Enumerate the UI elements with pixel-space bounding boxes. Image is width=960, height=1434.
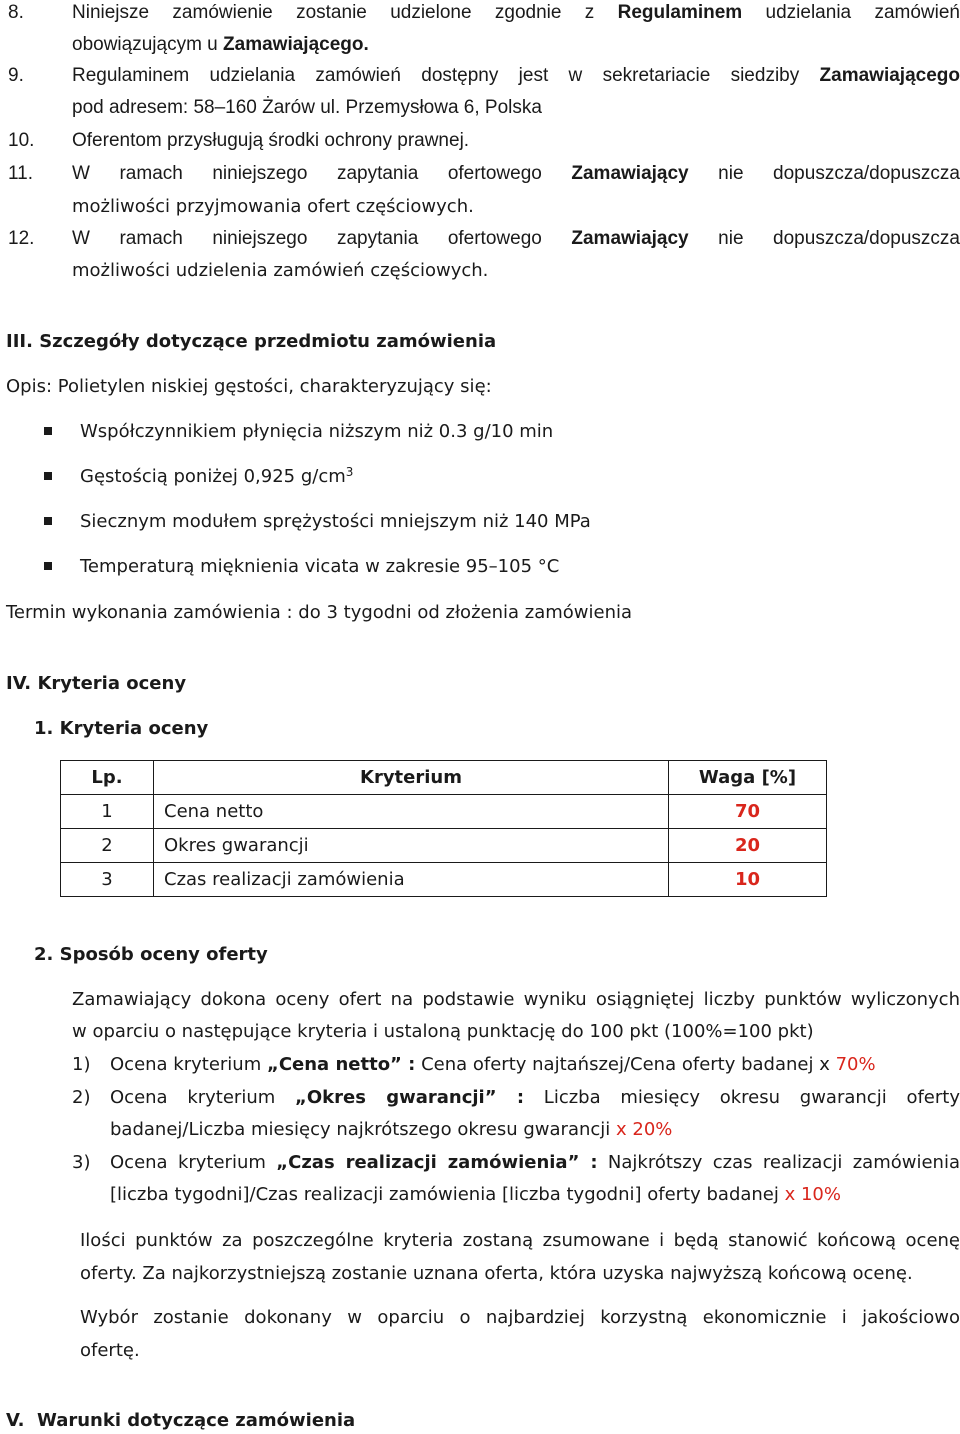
table-row bbox=[61, 829, 827, 863]
cell-criterion: Cena netto bbox=[154, 795, 669, 829]
list-item-text: Niniejsze zamówienie zostanie udzielone zgodnie z Regulaminem udzielania zamówień bbox=[72, 2, 960, 23]
list-item-text: W ramach niniejszego zapytania ofertowego Zamawiający nie dopuszcza/dopuszcza bbox=[72, 163, 960, 184]
cell-lp: 1 bbox=[61, 795, 154, 829]
section-heading-4: IV. Kryteria oceny bbox=[6, 673, 187, 694]
evaluation-intro-cont: w oparciu o następujące kryteria i ustaloną punktację do 100 pkt (100%=100 pkt) bbox=[72, 1021, 814, 1042]
paragraph-summary: Ilości punktów za poszczególne kryteria zostaną zsumowane i będą stanowić końcową ocenę bbox=[80, 1230, 960, 1251]
column-header-lp: Lp. bbox=[61, 761, 154, 795]
table-row bbox=[61, 863, 827, 897]
subheading-evaluation: 2. Sposób oceny oferty bbox=[34, 944, 268, 965]
cell-lp: 3 bbox=[61, 863, 154, 897]
cell-criterion: Okres gwarancji bbox=[154, 829, 669, 863]
list-number: 11. bbox=[8, 163, 34, 184]
bullet-icon bbox=[44, 427, 52, 435]
cell-weight: 20 bbox=[669, 829, 827, 863]
list-item-text-cont: pod adresem: 58–160 Żarów ul. Przemysłowa 6, Polska bbox=[72, 97, 542, 118]
item-text: Ocena kryterium „Czas realizacji zamówienia” : Najkrótszy czas realizacji zamówienia bbox=[110, 1152, 960, 1173]
item-number: 3) bbox=[72, 1152, 91, 1173]
column-header-criterion: Kryterium bbox=[154, 761, 669, 795]
list-item-text-cont: możliwości przyjmowania ofert częściowych. bbox=[72, 196, 474, 217]
paragraph-selection-cont: ofertę. bbox=[80, 1340, 140, 1361]
bullet-icon bbox=[44, 562, 52, 570]
item-text: Ocena kryterium „Cena netto” : Cena oferty najtańszej/Cena oferty badanej x 70% bbox=[110, 1054, 876, 1075]
list-item-text: Oferentom przysługują środki ochrony prawnej. bbox=[72, 130, 470, 151]
list-item-text: W ramach niniejszego zapytania ofertowego Zamawiający nie dopuszcza/dopuszcza bbox=[72, 228, 960, 249]
bullet-item: Siecznym modułem sprężystości mniejszym niż 140 MPa bbox=[80, 511, 591, 532]
cell-criterion: Czas realizacji zamówienia bbox=[154, 863, 669, 897]
table-header-row bbox=[61, 761, 827, 795]
list-item-text: Regulaminem udzielania zamówień dostępny jest w sekretariacie siedziby Zamawiającego bbox=[72, 65, 960, 86]
cell-lp: 2 bbox=[61, 829, 154, 863]
subheading-criteria: 1. Kryteria oceny bbox=[34, 718, 209, 739]
bullet-item: Współczynnikiem płynięcia niższym niż 0.3 g/10 min bbox=[80, 421, 554, 442]
cell-weight: 70 bbox=[669, 795, 827, 829]
list-number: 10. bbox=[8, 130, 35, 151]
list-item-text-cont: obowiązującym u Zamawiającego. bbox=[72, 34, 369, 55]
bullet-icon bbox=[44, 472, 52, 480]
item-number: 2) bbox=[72, 1087, 91, 1108]
item-number: 1) bbox=[72, 1054, 91, 1075]
section-description: Opis: Polietylen niskiej gęstości, charakteryzujący się: bbox=[6, 376, 492, 397]
paragraph-summary-cont: oferty. Za najkorzystniejszą zostanie uznana oferta, która uzyska najwyższą końcową ocenę. bbox=[80, 1263, 913, 1284]
criteria-table bbox=[60, 760, 827, 897]
section-heading-3: III. Szczegóły dotyczące przedmiotu zamówienia bbox=[6, 331, 497, 352]
bullet-item-density: Gęstością poniżej 0,925 $g/cm^3$ bbox=[80, 465, 354, 487]
list-number: 12. bbox=[8, 228, 35, 249]
bullet-item: Temperaturą mięknienia vicata w zakresie 95–105 °C bbox=[80, 556, 560, 577]
item-text-cont: badanej/Liczba miesięcy najkrótszego okresu gwarancji x 20% bbox=[110, 1119, 673, 1140]
list-item-text-cont: możliwości udzielenia zamówień częściowych. bbox=[72, 260, 489, 281]
term-text: Termin wykonania zamówienia : do 3 tygodni od złożenia zamówienia bbox=[6, 602, 633, 623]
list-number: 9. bbox=[8, 65, 24, 86]
bullet-icon bbox=[44, 517, 52, 525]
cell-weight: 10 bbox=[669, 863, 827, 897]
section-heading-5: V. Warunki dotyczące zamówienia bbox=[6, 1410, 356, 1431]
column-header-weight: Waga [%] bbox=[669, 761, 827, 795]
list-number: 8. bbox=[8, 2, 24, 23]
paragraph-selection: Wybór zostanie dokonany w oparciu o najbardziej korzystną ekonomicznie i jakościowo bbox=[80, 1307, 960, 1328]
table-row bbox=[61, 795, 827, 829]
item-text: Ocena kryterium „Okres gwarancji” : Liczba miesięcy okresu gwarancji oferty bbox=[110, 1087, 960, 1108]
item-text-cont: [liczba tygodni]/Czas realizacji zamówienia [liczba tygodni] oferty badanej x 10% bbox=[110, 1184, 841, 1205]
evaluation-intro: Zamawiający dokona oceny ofert na podstawie wyniku osiągniętej liczby punktów wyliczonych bbox=[72, 989, 960, 1010]
